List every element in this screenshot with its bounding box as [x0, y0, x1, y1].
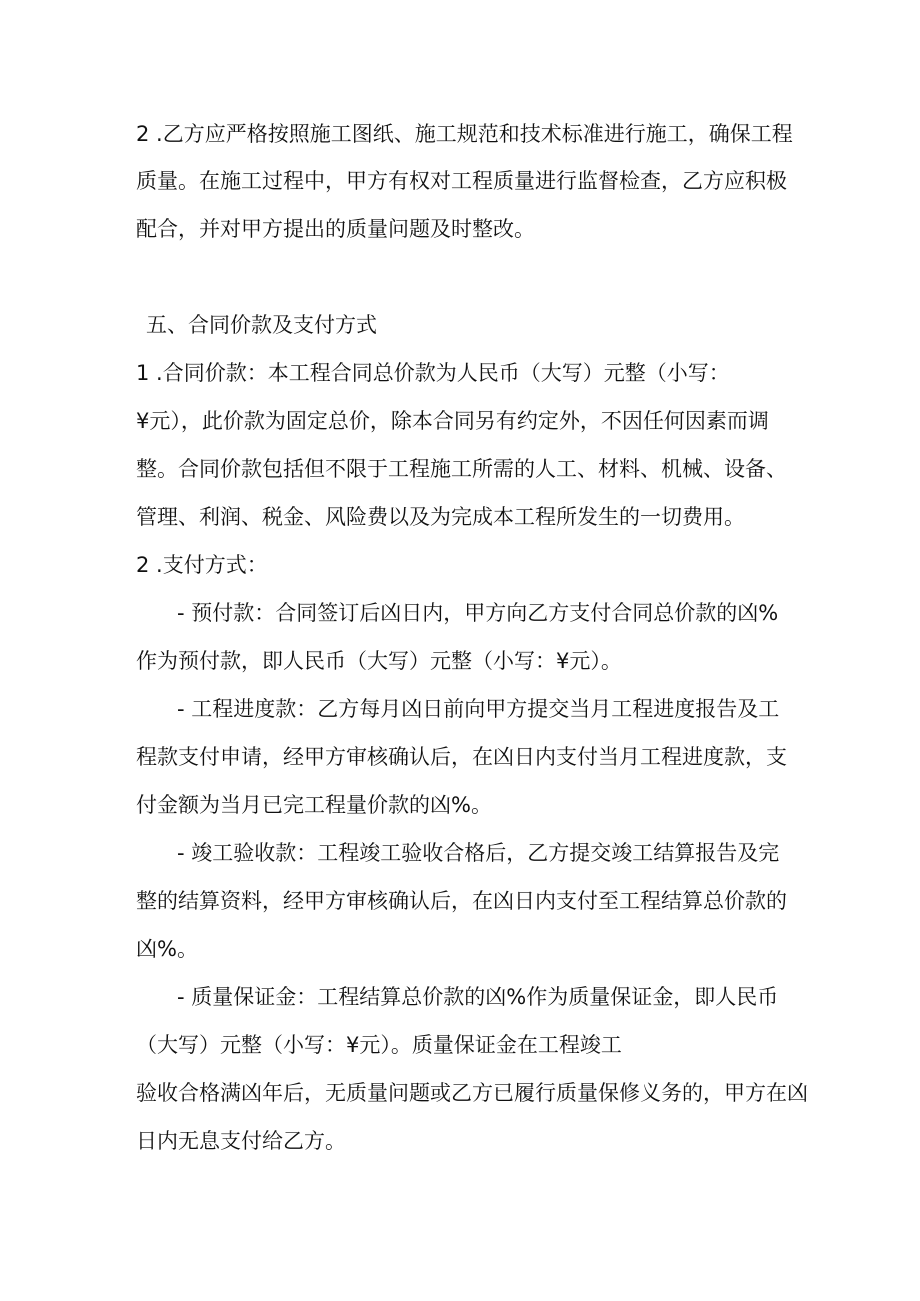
list-item-line: - 工程进度款：乙方每月凶日前向甲方提交当月工程进度报告及工	[177, 697, 780, 721]
list-item-line: - 质量保证金：工程结算总价款的凶%作为质量保证金，即人民币	[177, 985, 779, 1009]
paragraph-line: 验收合格满凶年后，无质量问题或乙方已履行质量保修义务的，甲方在凶	[136, 1081, 808, 1105]
list-item-line: - 预付款：合同签订后凶日内，甲方向乙方支付合同总价款的凶%	[177, 601, 779, 625]
paragraph-line: 付金额为当月已完工程量价款的凶%。	[136, 793, 492, 817]
paragraph-line: 凶%。	[136, 937, 198, 961]
paragraph-line: 管理、利润、税金、风险费以及为完成本工程所发生的一切费用。	[136, 505, 745, 529]
paragraph-line: 程款支付申请，经甲方审核确认后，在凶日内支付当月工程进度款，支	[136, 745, 787, 769]
paragraph-line: 配合，并对甲方提出的质量问题及时整改。	[136, 217, 535, 241]
list-item-line: - 竣工验收款：工程竣工验收合格后，乙方提交竣工结算报告及完	[177, 841, 780, 865]
paragraph-line: 质量。在施工过程中，甲方有权对工程质量进行监督检查，乙方应积极	[136, 169, 787, 193]
section-heading: 五、合同价款及支付方式	[146, 313, 377, 337]
paragraph-line: 作为预付款，即人民币（大写）元整（小写：¥元）。	[136, 649, 622, 673]
paragraph-line: 日内无息支付给乙方。	[136, 1129, 346, 1153]
paragraph-line: 1 .合同价款：本工程合同总价款为人民币（大写）元整（小写：	[136, 361, 730, 385]
paragraph-line: 2 .支付方式：	[136, 553, 268, 577]
paragraph-line: 整。合同价款包括但不限于工程施工所需的人工、材料、机械、设备、	[136, 457, 787, 481]
paragraph-line: 2 .乙方应严格按照施工图纸、施工规范和技术标准进行施工，确保工程	[136, 122, 793, 146]
paragraph-line: ¥元），此价款为固定总价，除本合同另有约定外，不因任何因素而调	[136, 409, 769, 433]
paragraph-line: （大写）元整（小写：¥元）。质量保证金在工程竣工	[136, 1033, 622, 1057]
paragraph-line: 整的结算资料，经甲方审核确认后，在凶日内支付至工程结算总价款的	[136, 889, 787, 913]
